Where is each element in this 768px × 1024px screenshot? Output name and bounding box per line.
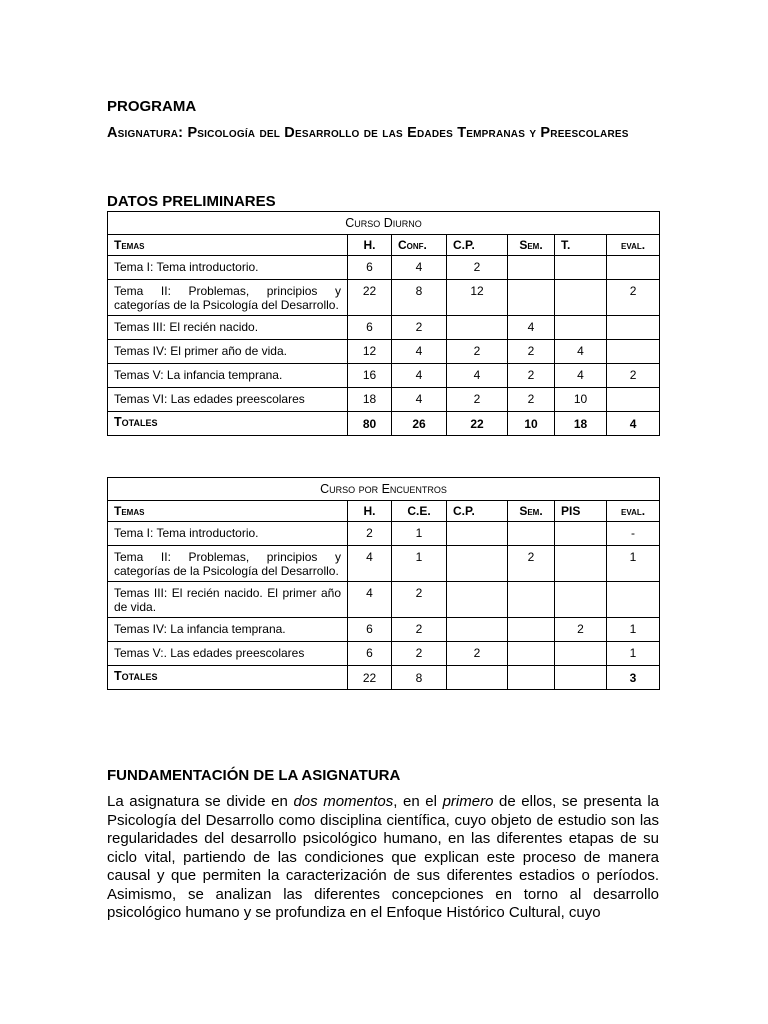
cell-value — [447, 582, 508, 618]
cell-value: 4 — [447, 364, 508, 388]
cell-value: - — [607, 522, 660, 546]
cell-value: 6 — [348, 316, 392, 340]
cell-value — [555, 316, 607, 340]
column-header-temas: Temas — [108, 501, 348, 522]
total-value: 80 — [348, 412, 392, 436]
cell-value: 1 — [392, 546, 447, 582]
total-value: 8 — [392, 666, 447, 690]
cell-value: 16 — [348, 364, 392, 388]
total-value: 18 — [555, 412, 607, 436]
section-title-fundamentacion: FUNDAMENTACIÓN DE LA ASIGNATURA — [107, 767, 401, 784]
cell-value: 2 — [392, 582, 447, 618]
column-header-sem: Sem. — [508, 235, 555, 256]
row-topic: Temas IV: El primer año de vida. — [108, 340, 348, 364]
cell-value — [607, 582, 660, 618]
cell-value — [447, 546, 508, 582]
cell-value: 4 — [392, 256, 447, 280]
column-header-eval: eval. — [607, 235, 660, 256]
row-topic: Tema I: Tema introductorio. — [108, 256, 348, 280]
cell-value: 4 — [392, 364, 447, 388]
cell-value — [447, 522, 508, 546]
paragraph-text: de ellos, se presenta la Psicología del Desarrollo como disciplina científica, cuyo objeto de estudio son las regularidades del desarrollo psicológico humano, en las diferentes etapas de su ciclo vital, partiendo de las condiciones que explican este proceso de manera causal y que permiten la caracterización de sus diferentes estadios o períodos. Asimismo, se analizan las diferentes concepciones en torno al desarrollo psicológico humano y se profundiza en el Enfoque Histórico Cultural, cuyo — [107, 793, 659, 921]
column-header-temas: Temas — [108, 235, 348, 256]
cell-value — [508, 642, 555, 666]
cell-value: 2 — [607, 280, 660, 316]
total-value: 3 — [607, 666, 660, 690]
cell-value — [555, 546, 607, 582]
totals-label: Totales — [108, 666, 348, 690]
cell-value: 2 — [508, 340, 555, 364]
cell-value: 2 — [348, 522, 392, 546]
column-header-cp: C.P. — [447, 501, 508, 522]
cell-value: 10 — [555, 388, 607, 412]
totals-row — [108, 666, 660, 690]
table-header-row — [108, 235, 660, 256]
cell-value: 1 — [607, 618, 660, 642]
table-row — [108, 582, 660, 618]
cell-value — [555, 582, 607, 618]
cell-value: 22 — [348, 280, 392, 316]
cell-value — [508, 280, 555, 316]
cell-value: 1 — [607, 642, 660, 666]
cell-value: 12 — [348, 340, 392, 364]
schedule-table-encuentros — [107, 477, 660, 690]
cell-value: 4 — [555, 340, 607, 364]
row-topic: Temas III: El recién nacido. El primer año de vida. — [108, 582, 348, 618]
cell-value: 2 — [447, 642, 508, 666]
table-row — [108, 642, 660, 666]
cell-value — [555, 642, 607, 666]
column-header-horas: H. — [348, 235, 392, 256]
cell-value — [607, 316, 660, 340]
subject-name: Psicología del Desarrollo de las Edades Tempranas y Preescolares — [187, 125, 629, 141]
table-caption: Curso Diurno — [108, 212, 660, 235]
cell-value: 4 — [555, 364, 607, 388]
cell-value: 2 — [447, 256, 508, 280]
column-header-eval: eval. — [607, 501, 660, 522]
cell-value: 2 — [392, 316, 447, 340]
cell-value: 6 — [348, 618, 392, 642]
cell-value: 4 — [348, 582, 392, 618]
cell-value: 8 — [392, 280, 447, 316]
column-header-horas: H. — [348, 501, 392, 522]
total-value: 26 — [392, 412, 447, 436]
total-value: 22 — [348, 666, 392, 690]
document-title: PROGRAMA — [107, 98, 197, 115]
total-value: 10 — [508, 412, 555, 436]
paragraph-emphasis: dos momentos — [293, 793, 394, 810]
body-paragraph — [107, 793, 659, 923]
cell-value: 2 — [447, 340, 508, 364]
cell-value: 4 — [348, 546, 392, 582]
table-row — [108, 280, 660, 316]
cell-value: 2 — [392, 642, 447, 666]
table-row — [108, 618, 660, 642]
cell-value: 4 — [392, 340, 447, 364]
row-topic: Temas III: El recién nacido. — [108, 316, 348, 340]
cell-value — [555, 256, 607, 280]
total-value — [555, 666, 607, 690]
cell-value — [508, 256, 555, 280]
column-header-sem: Sem. — [508, 501, 555, 522]
column-header-cp: C.P. — [447, 235, 508, 256]
row-topic: Tema I: Tema introductorio. — [108, 522, 348, 546]
paragraph-text: La asignatura se divide en — [107, 793, 294, 810]
table-row — [108, 316, 660, 340]
cell-value: 4 — [508, 316, 555, 340]
table-row — [108, 546, 660, 582]
total-value: 4 — [607, 412, 660, 436]
column-header-t: T. — [555, 235, 607, 256]
cell-value: 1 — [392, 522, 447, 546]
table-header-row — [108, 501, 660, 522]
cell-value — [555, 522, 607, 546]
paragraph-text: , en el — [393, 793, 443, 810]
total-value: 22 — [447, 412, 508, 436]
cell-value — [607, 340, 660, 364]
cell-value: 2 — [392, 618, 447, 642]
cell-value: 2 — [447, 388, 508, 412]
row-topic: Temas V:. Las edades preescolares — [108, 642, 348, 666]
total-value — [447, 666, 508, 690]
table-row — [108, 256, 660, 280]
cell-value — [555, 280, 607, 316]
cell-value — [447, 618, 508, 642]
cell-value: 18 — [348, 388, 392, 412]
row-topic: Tema II: Problemas, principios y categorías de la Psicología del Desarrollo. — [108, 546, 348, 582]
table-caption-row — [108, 478, 660, 501]
cell-value: 12 — [447, 280, 508, 316]
section-title-datos-preliminares: DATOS PRELIMINARES — [107, 193, 276, 210]
cell-value: 2 — [508, 546, 555, 582]
column-header-ce: C.E. — [392, 501, 447, 522]
row-topic: Temas VI: Las edades preescolares — [108, 388, 348, 412]
cell-value: 2 — [607, 364, 660, 388]
cell-value — [508, 522, 555, 546]
cell-value — [607, 256, 660, 280]
paragraph-emphasis: primero — [442, 793, 494, 810]
cell-value: 1 — [607, 546, 660, 582]
cell-value: 2 — [508, 388, 555, 412]
total-value — [508, 666, 555, 690]
column-header-conf: Conf. — [392, 235, 447, 256]
row-topic: Temas V: La infancia temprana. — [108, 364, 348, 388]
subject-heading — [107, 124, 659, 143]
cell-value — [607, 388, 660, 412]
cell-value: 6 — [348, 642, 392, 666]
column-header-pis: PIS — [555, 501, 607, 522]
cell-value — [508, 618, 555, 642]
row-topic: Temas IV: La infancia temprana. — [108, 618, 348, 642]
cell-value — [447, 316, 508, 340]
row-topic: Tema II: Problemas, principios y categorías de la Psicología del Desarrollo. — [108, 280, 348, 316]
subject-label: Asignatura: — [107, 125, 184, 141]
totals-row — [108, 412, 660, 436]
table-caption: Curso por Encuentros — [108, 478, 660, 501]
cell-value: 4 — [392, 388, 447, 412]
cell-value: 2 — [555, 618, 607, 642]
table-row — [108, 388, 660, 412]
table-row — [108, 340, 660, 364]
cell-value — [508, 582, 555, 618]
table-row — [108, 364, 660, 388]
cell-value: 6 — [348, 256, 392, 280]
table-caption-row — [108, 212, 660, 235]
cell-value: 2 — [508, 364, 555, 388]
schedule-table-diurno — [107, 211, 660, 436]
totals-label: Totales — [108, 412, 348, 436]
table-row — [108, 522, 660, 546]
